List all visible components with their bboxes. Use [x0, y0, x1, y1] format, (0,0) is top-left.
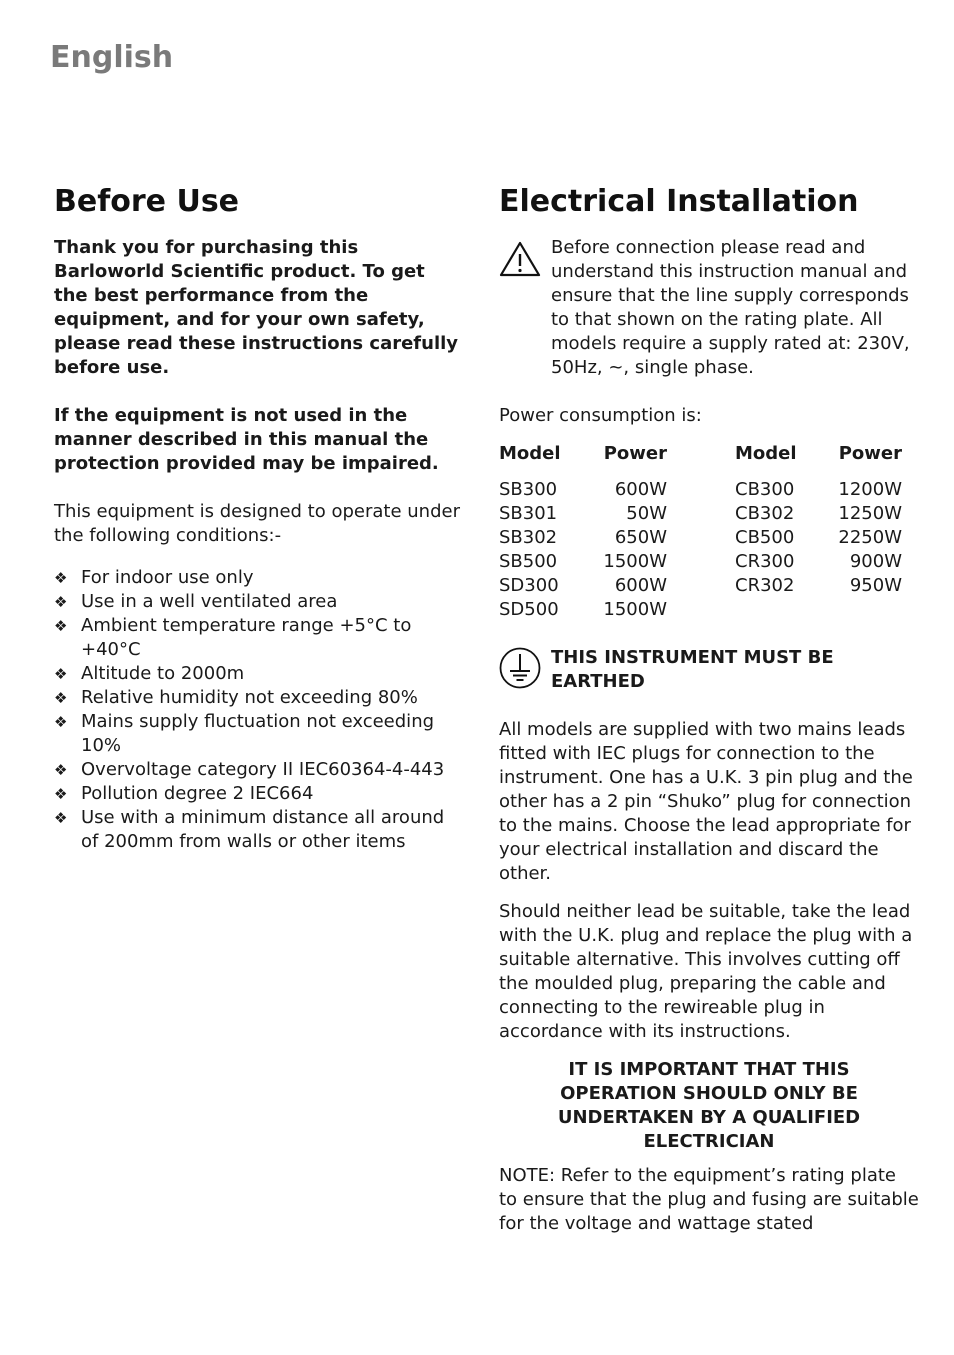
condition-item	[54, 710, 464, 758]
cell-model: SB500	[499, 551, 558, 572]
cell-model: CB302	[735, 503, 795, 524]
cell-model: SB300	[499, 479, 558, 500]
warning-block	[499, 236, 919, 380]
power-table	[499, 442, 902, 622]
condition-text: Pollution degree 2 IEC664	[81, 783, 314, 804]
cell-model: CB300	[735, 479, 795, 500]
cell-power	[797, 598, 902, 622]
condition-text: Altitude to 2000m	[81, 663, 245, 684]
condition-text: Use in a well ventilated area	[81, 591, 338, 612]
bullet-icon: ❖	[54, 689, 68, 707]
protection-warning: If the equipment is not used in the manner described in this manual the protection provided may be impaired.	[54, 405, 439, 474]
conditions-list	[54, 566, 464, 854]
mains-leads-paragraph: All models are supplied with two mains leads fitted with IEC plugs for connection to the instrument. One has a U.K. 3 pin plug and the other has a 2 pin “Shuko” plug for connection to the mains. Choose the lead appropriate for your electrical installation and discard the other.	[499, 719, 913, 884]
power-consumption-label: Power consumption is:	[499, 405, 702, 426]
electrician-warning: IT IS IMPORTANT THAT THIS OPERATION SHOULD ONLY BE UNDERTAKEN BY A QUALIFIED ELECTRICIAN	[557, 1059, 861, 1152]
cell-model: CR300	[735, 551, 795, 572]
condition-item	[54, 566, 464, 590]
condition-text: Overvoltage category II IEC60364-4-443	[81, 759, 445, 780]
header-power: Power	[838, 443, 902, 464]
condition-text: Relative humidity not exceeding 80%	[81, 687, 418, 708]
cell-power: 600W	[614, 575, 667, 596]
bullet-icon: ❖	[54, 785, 68, 803]
condition-text: Use with a minimum distance all around of 200mm from walls or other items	[81, 807, 445, 852]
condition-text: Ambient temperature range +5°C to +40°C	[81, 615, 412, 660]
alternative-plug-paragraph: Should neither lead be suitable, take the lead with the U.K. plug and replace the plug with a suitable alternative. This involves cutting off the moulded plug, preparing the cable and connecting to the rewireable plug in accordance with its instructions.	[499, 901, 913, 1042]
bullet-icon: ❖	[54, 617, 68, 635]
header-model: Model	[735, 443, 797, 464]
cell-model: SB301	[499, 503, 558, 524]
electrical-title: Electrical Installation	[499, 184, 859, 219]
cell-model	[667, 598, 797, 622]
table-row	[499, 526, 902, 550]
language-heading: English	[50, 40, 174, 75]
cell-model: SD300	[499, 575, 559, 596]
intro-paragraph: Thank you for purchasing this Barloworld Scientific product. To get the best performance from the equipment, and for your own safety, please read these instructions carefully before use.	[54, 237, 459, 378]
condition-item	[54, 758, 464, 782]
condition-item	[54, 662, 464, 686]
condition-item	[54, 782, 464, 806]
table-row	[499, 502, 902, 526]
cell-power: 950W	[849, 575, 902, 596]
cell-power: 1500W	[603, 599, 667, 620]
bullet-icon: ❖	[54, 713, 68, 731]
header-power: Power	[603, 443, 667, 464]
table-row	[499, 574, 902, 598]
cell-model: CR302	[735, 575, 795, 596]
condition-item	[54, 686, 464, 710]
cell-power: 1500W	[603, 551, 667, 572]
power-table-header	[499, 442, 902, 478]
before-use-title: Before Use	[54, 184, 240, 219]
condition-item	[54, 614, 464, 662]
bullet-icon: ❖	[54, 761, 68, 779]
cell-power: 2250W	[838, 527, 902, 548]
earth-notice	[499, 646, 919, 694]
conditions-intro: This equipment is designed to operate under the following conditions:-	[54, 501, 460, 546]
condition-text: Mains supply fluctuation not exceeding 10%	[81, 711, 435, 756]
before-use-section	[54, 182, 464, 854]
bullet-icon: ❖	[54, 665, 68, 683]
warning-triangle-icon	[499, 236, 541, 282]
earth-text: THIS INSTRUMENT MUST BE EARTHED	[551, 647, 834, 692]
earth-ground-icon	[499, 647, 541, 693]
header-model: Model	[499, 443, 561, 464]
cell-model: SB302	[499, 527, 558, 548]
cell-power: 50W	[626, 503, 667, 524]
condition-text: For indoor use only	[81, 567, 254, 588]
bullet-icon: ❖	[54, 569, 68, 587]
cell-power: 900W	[849, 551, 902, 572]
condition-item	[54, 806, 464, 854]
table-row	[499, 478, 902, 502]
electrical-installation-section	[499, 182, 919, 1236]
bullet-icon: ❖	[54, 593, 68, 611]
cell-model: CB500	[735, 527, 795, 548]
cell-power: 650W	[614, 527, 667, 548]
table-row	[499, 550, 902, 574]
condition-item	[54, 590, 464, 614]
warning-text: Before connection please read and understand this instruction manual and ensure that the line supply corresponds to that shown on the rating plate. All models require a supply rated at: 230V, 50Hz, ~, single phase.	[551, 237, 910, 378]
cell-model: SD500	[499, 599, 559, 620]
table-row	[499, 598, 902, 622]
cell-power: 1250W	[838, 503, 902, 524]
cell-power: 600W	[614, 479, 667, 500]
rating-plate-note: NOTE: Refer to the equipment’s rating plate to ensure that the plug and fusing are suitable for the voltage and wattage stated	[499, 1165, 919, 1234]
cell-power: 1200W	[838, 479, 902, 500]
bullet-icon: ❖	[54, 809, 68, 827]
